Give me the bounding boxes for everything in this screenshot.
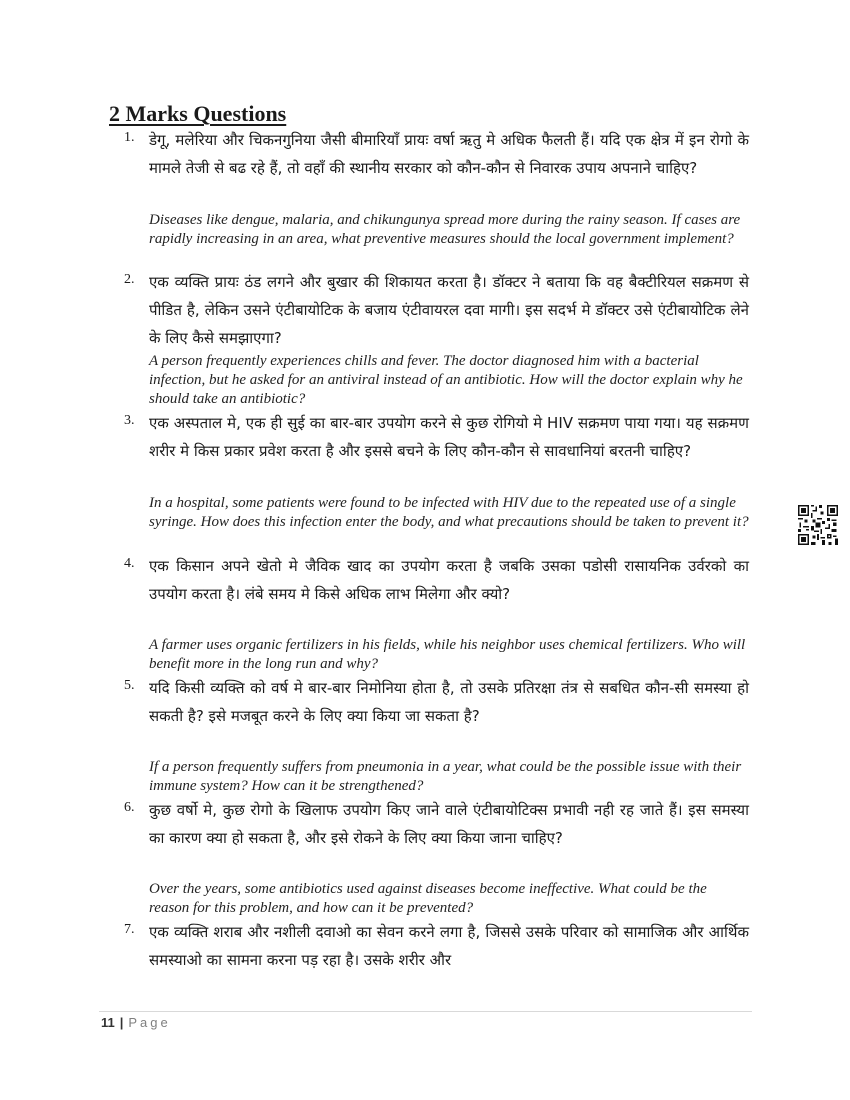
question-hindi-text: एक व्यक्ति शराब और नशीली दवाओ का सेवन करने लगा है, जिससे उसके परिवार को सामाजिक और आर्थिक समस्याओ का सामना करना पड़ रहा है। उसके शरीर और [149,923,749,969]
question-hindi-text: कुछ वर्षो मे, कुछ रोगो के खिलाफ उपयोग किए जाने वाले एंटीबायोटिक्स प्रभावी नही रह जाते हैं। इस समस्या का कारण क्या हो सकता है, और इसे रोकने के लिए क्या किया जाना चाहिए? [149,801,749,847]
page-number: 11 [101,1015,115,1030]
question-english-text: A person frequently experiences chills and fever. The doctor diagnosed him with a bacterial infection, but he asked for an antiviral instead of an antibiotic. How will the doctor explain why he should take an antibiotic? [149,353,743,407]
question-hindi-text: एक व्यक्ति प्रायः ठंड लगने और बुखार की शिकायत करता है। डॉक्टर ने बताया कि वह बैक्टीरियल सक्रमण से पीडित है, लेकिन उसने एंटीबायोटिक के बजाय एंटीवायरल दवा मागी। इस सदर्भ मे डॉक्टर उसे एंटीबायोटिक लेने के लिए कैसे समझाएगा? [149,273,749,347]
question-english-text: In a hospital, some patients were found to be infected with HIV due to the repeated use of a single syringe. How does this infection enter the body, and what precautions should be taken to prevent it? [149,495,749,530]
footer-separator: | [119,1015,124,1030]
question-number: 1. [124,130,135,145]
question-number: 2. [124,272,135,287]
page-footer [101,1015,171,1030]
question-number: 4. [124,556,135,571]
section-heading: 2 Marks Questions [109,101,287,126]
footer-divider [99,1011,752,1012]
question-number: 6. [124,800,135,815]
question-number: 7. [124,922,135,937]
page-label: Page [128,1015,171,1030]
question-hindi-text: यदि किसी व्यक्ति को वर्ष मे बार-बार निमोनिया होता है, तो उसके प्रतिरक्षा तंत्र से सबधित कौन-सी समस्या हो सकती है? इसे मजबूत करने के लिए क्या किया जा सकता है? [149,679,749,725]
qr-code-icon[interactable] [798,505,838,545]
question-hindi-text: एक अस्पताल मे, एक ही सुई का बार-बार उपयोग करने से कुछ रोगियो मे HIV सक्रमण पाया गया। यह सक्रमण शरीर मे किस प्रकार प्रवेश करता है और इससे बचने के लिए कौन-कौन से सावधानियां बरतनी चाहिए? [149,414,749,460]
question-hindi-text: डेगू, मलेरिया और चिकनगुनिया जैसी बीमारियाँ प्रायः वर्षा ऋतु मे अधिक फैलती हैं। यदि एक क्षेत्र में इन रोगो के मामले तेजी से बढ रहे हैं, तो वहाँ की स्थानीय सरकार को कौन-कौन से निवारक उपाय अपनाने चाहिए? [149,131,749,177]
question-hindi-text: एक किसान अपने खेतो मे जैविक खाद का उपयोग करता है जबकि उसका पडोसी रासायनिक उर्वरको का उपयोग करता है। लंबे समय मे किसे अधिक लाभ मिलेगा और क्यो? [149,557,749,603]
question-english-text: Over the years, some antibiotics used against diseases become ineffective. What could be the reason for this problem, and how can it be prevented? [149,881,707,916]
question-number: 5. [124,678,135,693]
question-english-text: A farmer uses organic fertilizers in his fields, while his neighbor uses chemical fertilizers. Who will benefit more in the long run and why? [149,637,746,672]
question-english-text: If a person frequently suffers from pneumonia in a year, what could be the possible issue with their immune system? How can it be strengthened? [149,759,742,794]
question-english-text: Diseases like dengue, malaria, and chikungunya spread more during the rainy season. If cases are rapidly increasing in an area, what preventive measures should the local government implement? [149,212,741,247]
question-number: 3. [124,413,135,428]
